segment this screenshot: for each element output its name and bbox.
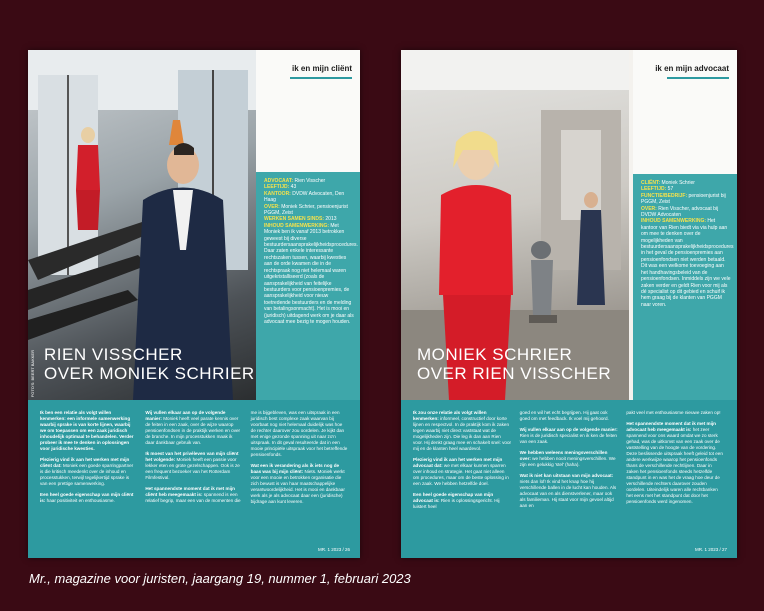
answer-text: Rien is de juridisch specialist en ik ken de feiten van een zaak. [519,433,617,444]
paragraph [413,492,512,510]
section-kicker: ik en mijn cliënt [291,64,352,73]
info-key: INHOUD SAMENWERKING: [264,222,329,229]
paragraph [40,410,137,452]
paragraph [413,410,512,452]
answer-text: we hebben nooit meningsverschillen. We zijn een gelukkig 'stel' (haha). [519,456,616,467]
section-kicker: ik en mijn advocaat [655,64,729,73]
answer-text: informeel, constructief door korte lijnen en respectvol. In de praktijk kom ik zaken tegen waarbij niet direct vaststaat wat de mogelijkheden zijn. Die leg ik dan aan Rien voor. Hij denkt graag mee en schakelt snel: voor mij en de klanten heel waardevol. [413,416,512,451]
article-column-1 [413,410,512,558]
image-caption: Mr., magazine voor juristen, jaargang 19, nummer 1, februari 2023 [29,571,411,586]
article-headline [417,345,611,383]
question-lead: Een heel goede eigenschap van mijn cliënt is: [40,492,134,503]
article-column-1 [40,410,137,558]
info-key: ADVOCAAT: [264,178,294,184]
article-body [28,400,360,558]
info-key: LEEFTIJD: [641,186,667,193]
info-key: KANTOOR: [264,190,291,197]
headline-line-1: RIEN VISSCHER [44,345,183,364]
info-key: OVER: [641,205,657,212]
page-number: MR. 1 2023 / 27 [694,547,727,552]
photo-credit: FOTO'S: BEERT BAKKER [30,350,35,398]
answer-text: spannend is een relatief begrip, maar een van de momenten die [145,492,241,503]
paragraph [413,457,512,487]
question-lead: Het spannendste moment dat ik met mijn cliënt heb meegemaakt is: [145,486,235,497]
page-number: MR. 1 2023 / 26 [317,547,350,552]
info-key: CLIËNT: [641,180,661,186]
info-key: LEEFTIJD: [264,184,290,191]
headline-line-2: OVER RIEN VISSCHER [417,364,612,383]
kicker-rule [667,77,729,79]
right-magazine-page [401,50,737,558]
info-value: 43 [289,184,297,191]
profile-info-box [633,174,737,400]
answer-text: Moniek een goede sparringpartner is die kritisch meedenkt over de inhoud en processtukken, terwijl tegelijkertijd sprake is van een prettige samenwerking. [40,463,134,486]
info-row [264,204,354,217]
question-lead: Wat een ik verandering als ik iets nog de baas was bij mijn cliënt: [250,463,340,474]
question-lead: Het spannendste moment dat ik met mijn advocaat heb meegemaakt is: [626,421,716,432]
paragraph [145,486,242,504]
paragraph [251,463,348,505]
info-value: Met Moniek ben ik vanaf 2013 betrokken geweest bij diverse bestuurdersaansprakelijkheidsprocedures. Daar zaten enkele interessante rechtszaken tussen, waarbij kwesties aan de orde kwamen die in de rechtspraak nog niet helemaal waren uitgekristalliseerd (zoals de aansprakelijkheid van feitelijke bestuurders voor pensioenpremies, de aansprakelijkheid voor nieuw toetredende bestuurders en de melding van betalingsonmacht). Het is mooi en (juridisch) uitdagend werk om je daar als advocaat mee bezig te mogen houden. [264,222,358,325]
info-key: INHOUD SAMENWERKING: [641,218,706,225]
info-value: 57 [666,186,674,193]
paragraph [520,473,619,509]
paragraph [40,457,137,487]
question-lead: Wij vullen elkaar aan op de volgende manier: [145,410,226,421]
info-key: OVER: [264,203,280,210]
article-headline [44,345,255,383]
profile-info-box [256,172,360,400]
kicker-rule [290,77,352,79]
headline-line-1: MONIEK SCHRIER [417,345,573,364]
question-lead: Ik zou onze relatie als volgt willen kenmerken: [413,410,487,421]
question-lead: Ik ben een relatie als volgt willen kenmerken: een informele samenwerking waarbij sprake is van korte lijnen, waarbij we om toepassen om een zaak juridisch inhoudelijk optimaal te behandelen. Verder probeer ik mee te denken in oplossingen voor juridische kwesties. [40,410,134,451]
paragraph [145,410,242,446]
paragraph [145,451,242,481]
info-value: DVDW Advocaten, Den Haag [264,190,345,204]
info-value: Moniek Schrier [660,180,695,186]
info-row [264,191,354,204]
answer-text: pakt veel met enthousiasme nieuwe zaken op! [626,410,721,415]
info-key: FUNCTIE/BEDRIJF: [641,192,688,199]
answer-text: we met elkaar kunnen sparren over inhoud en strategie. Het gaat niet alleen om procedures, maar om de beste oplossing in een zaak. We hebben hetzelfde doel. [413,463,509,486]
question-lead: Ik moest van het privéleven van mijn cliënt het volgende: [145,451,239,462]
headline-line-2: OVER MONIEK SCHRIER [44,364,255,383]
article-column-3 [626,410,725,558]
info-key: WERKEN SAMEN SINDS: [264,216,325,223]
question-lead: We hebben weleens meningsverschillen over: [519,450,608,461]
info-row [641,193,731,206]
paragraph [251,410,348,458]
paragraph [626,421,725,505]
info-value: Moniek Schrier, pensioenjurist PGGM, Zeist [264,203,348,217]
answer-text: haar positiviteit en enthousiasme. [45,498,115,503]
question-lead: Wat ik niet kan uitstaan van mijn advocaat: [519,473,614,478]
question-lead: Wij vullen elkaar aan op de volgende manier: [519,427,618,432]
info-value: Het kantoor van Rien biedt via via hulp aan om mee te denken over de mogelijkheden van bestuurdersaansprakelijkheidsprocedures in het geval de pensioenpremies aan pensioenfondsen niet werden betaald. Dit was een welkome toevoeging aan het handhavingsbeleid van de pensioenfondsen. Inmiddels zijn we vele zaken verder en geldt Rien voor mij als dé specialist op dit gebied en schuif ik hem graag bij de klanten van PGGM naar voren. [641,218,734,308]
answer-text: goed en wil het echt begrijpen. Hij gaat ook goed om met feedback. Ik voel mij gehoord. [519,410,609,421]
info-row [641,218,734,308]
paragraph [40,492,137,504]
info-value: 2013 [324,216,337,223]
article-column-2 [145,410,242,558]
article-body [401,400,737,558]
question-lead: Plezierig vind ik aan het werken met mijn cliënt dat: [40,457,130,468]
paragraph [520,450,619,468]
answer-text: Rien is oplossingsgericht. Hij luistert heel [413,498,500,509]
article-column-2 [520,410,619,558]
question-lead: Een heel goede eigenschap van mijn advocaat is: [413,492,494,503]
info-row [641,206,731,219]
info-value: Rien Visscher [293,178,326,184]
answer-text: Moniek heeft een passie voor lekker eten en grote gezelschappen. Ook is ze een frequent bezoeker van het Rotterdam Filmfestival. [145,457,240,480]
answer-text: Moniek heeft veel parate kennis over de feiten in een zaak, over de wijze waarop pensioenfondsen in de praktijk werken en over de branche. In mijn processtukken maak ik daar dankbaar gebruik van. [145,416,241,445]
paragraph [626,410,725,416]
answer-text: het zeer spannend voor ons waard omdat we zo sterk gehad, was de uitkomst van een zaak over de vaststelling van de hoogte van de vordering. Deze beslissende uitspraak heeft geleid tot een andere werkwijze waarop het pensioenfonds thans de verschillende rechtlijnen. Daar in zaken het pensioenfonds steeds hetzelfde standpunt in en was het de vraag hoe deur de verschillende rechters daarover zouden oordelen. Uiteindelijk waren alle rechtbanken het eens met het standpunt dat door het pensioenfonds werd ingenomen. [626,427,723,504]
article-column-3 [251,410,348,558]
answer-text: me is bijgebleven, was een uitspraak in een juridisch best complexe zaak waarvan bij voorbaat nog niet helemaal duidelijk was hoe de rechter daarover zou oordelen. Je kijkt dan met enige gezonde spanning uit naar zo'n uitspraak. In dit geval resulteerde dat in een mooie principiële uitspraak voor het betreffende pensioenfonds. [250,410,348,457]
question-lead: Plezierig vind ik aan het werken met mijn advocaat dat: [413,457,503,468]
info-row [264,222,358,326]
left-magazine-page [28,50,360,558]
info-value: Rien Visscher, advocaat bij DVDW Advocaten [641,205,719,219]
paragraph [520,410,619,422]
paragraph [520,427,619,445]
answer-text: niets dan lof! Ik vind het knap hoe hij verschillende ballen in de lucht kan houden. Als advocaat van en als dienstverlener, maar ook als familieman. Hij staat voor mijn gevoel altijd aan en [519,479,617,508]
answer-text: Niets. Moniek werkt voor een mooie en betrokken organisatie die zich bewust is van haar maatschappelijke verantwoordelijkheid. Het is mooi en dankbaar werk als je als advocaat daar een (juridische) bijdrage aan kunt leveren. [250,469,345,504]
info-value: pensioenjurist bij PGGM, Zeist [641,192,726,206]
